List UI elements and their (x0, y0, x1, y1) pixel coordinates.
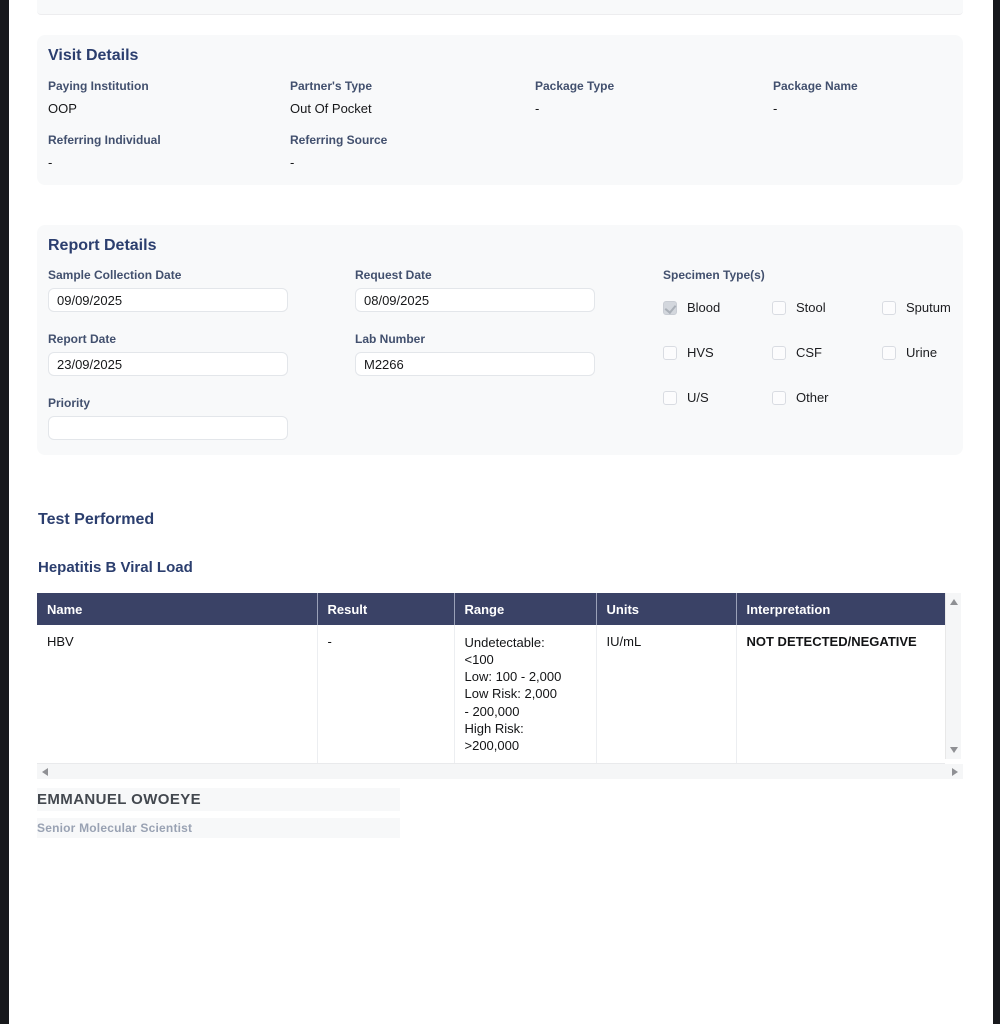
field-referring-individual (48, 133, 290, 170)
results-table (37, 593, 945, 764)
field-value: - (290, 155, 295, 170)
test-name-heading: Hepatitis B Viral Load (38, 559, 193, 576)
checkbox-label: Blood (687, 300, 721, 315)
screen-edge-left (0, 0, 9, 1024)
checkbox-label: Urine (906, 345, 938, 360)
vertical-scrollbar[interactable] (945, 593, 961, 759)
report-date-input[interactable] (48, 352, 288, 376)
range-line: Low Risk: 2,000 - 200,000 (464, 686, 557, 719)
priority-field (48, 396, 288, 440)
sample-collection-date-field (48, 268, 288, 312)
cell-name: HBV (37, 625, 317, 764)
specimen-types-panel (663, 268, 952, 440)
field-label: Package Name (773, 79, 858, 93)
request-date-input[interactable] (355, 288, 595, 312)
report-details-title: Report Details (48, 237, 157, 254)
checkbox-label: Stool (796, 300, 826, 315)
field-package-type (535, 79, 773, 116)
signatory-role: Senior Molecular Scientist (37, 821, 193, 836)
signatory-name: EMMANUEL OWOEYE (37, 791, 202, 809)
cell-range (454, 625, 596, 764)
checkbox-csf[interactable] (772, 345, 882, 360)
report-details-card (37, 225, 963, 455)
cell-result: - (317, 625, 454, 764)
checkbox-us[interactable] (663, 390, 772, 405)
col-header-interpretation: Interpretation (736, 593, 945, 625)
priority-input[interactable] (48, 416, 288, 440)
field-value: - (48, 155, 53, 170)
visit-details-title: Visit Details (48, 47, 139, 64)
field-partners-type (290, 79, 535, 116)
report-page (37, 0, 963, 838)
checkbox-icon (772, 391, 786, 405)
signatory-name-strip (37, 788, 400, 811)
table-row (37, 625, 945, 764)
checkbox-checked-icon (663, 301, 677, 315)
field-value: Out Of Pocket (290, 101, 372, 116)
range-line: High Risk: >200,000 (464, 720, 524, 753)
field-value: OOP (48, 101, 77, 116)
col-header-name: Name (37, 593, 317, 625)
field-label: Paying Institution (48, 79, 149, 93)
report-form (48, 268, 595, 440)
checkbox-icon (663, 346, 677, 360)
screen-edge-right (993, 0, 1000, 1024)
checkbox-icon (772, 346, 786, 360)
signatory-role-strip (37, 818, 400, 838)
sample-collection-date-input[interactable] (48, 288, 288, 312)
test-performed-title: Test Performed (38, 511, 155, 528)
specimen-types-label: Specimen Type(s) (663, 268, 765, 282)
field-label: Referring Source (290, 133, 388, 147)
cell-interpretation: NOT DETECTED/NEGATIVE (736, 625, 945, 764)
field-label: Priority (48, 396, 91, 410)
field-value: - (535, 101, 540, 116)
field-label: Report Date (48, 332, 117, 346)
checkbox-icon (772, 301, 786, 315)
checkbox-label: HVS (687, 345, 714, 360)
checkbox-label: Sputum (906, 300, 951, 315)
report-date-field (48, 332, 288, 376)
checkbox-blood[interactable] (663, 300, 772, 315)
checkbox-label: Other (796, 390, 829, 405)
checkbox-label: U/S (687, 390, 709, 405)
range-line: Undetectable: <100 (464, 635, 545, 668)
cell-units: IU/mL (596, 625, 736, 764)
checkbox-icon (882, 301, 896, 315)
checkbox-sputum[interactable] (882, 300, 952, 315)
field-label: Partner's Type (290, 79, 372, 93)
checkbox-icon (882, 346, 896, 360)
checkbox-urine[interactable] (882, 345, 952, 360)
checkbox-label: CSF (796, 345, 822, 360)
field-value: - (773, 101, 778, 116)
field-label: Lab Number (355, 332, 426, 346)
results-table-container (37, 593, 963, 779)
checkbox-other[interactable] (772, 390, 882, 405)
scroll-up-icon[interactable] (950, 599, 958, 605)
checkbox-icon (663, 391, 677, 405)
checkbox-hvs[interactable] (663, 345, 772, 360)
horizontal-scrollbar[interactable] (37, 764, 963, 779)
field-referring-source (290, 133, 952, 170)
visit-details-card (37, 35, 963, 185)
col-header-result: Result (317, 593, 454, 625)
col-header-range: Range (454, 593, 596, 625)
lab-number-field (355, 332, 595, 376)
field-label: Referring Individual (48, 133, 161, 147)
request-date-field (355, 268, 595, 312)
col-header-units: Units (596, 593, 736, 625)
lab-number-input[interactable] (355, 352, 595, 376)
scroll-right-icon[interactable] (952, 768, 958, 776)
range-line: Low: 100 - 2,000 (464, 669, 562, 685)
field-paying-institution (48, 79, 290, 116)
field-label: Request Date (355, 268, 432, 282)
field-label: Package Type (535, 79, 615, 93)
checkbox-stool[interactable] (772, 300, 882, 315)
field-label: Sample Collection Date (48, 268, 182, 282)
field-package-name (773, 79, 952, 116)
table-header-row (37, 593, 945, 625)
scroll-down-icon[interactable] (950, 747, 958, 753)
previous-card-fragment (37, 0, 963, 15)
scroll-left-icon[interactable] (42, 768, 48, 776)
